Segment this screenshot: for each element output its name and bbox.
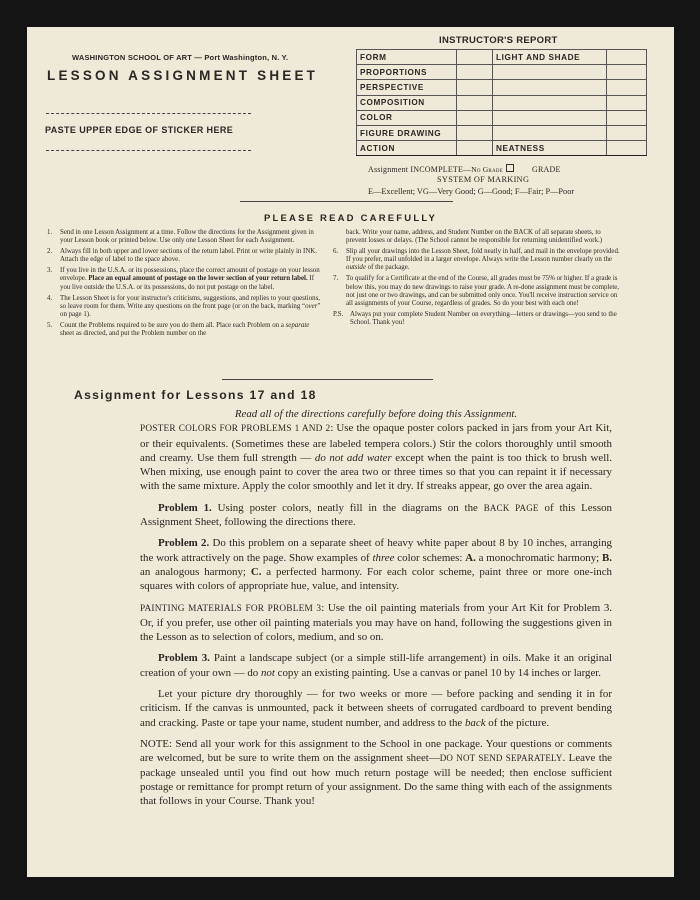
report-row-label: PERSPECTIVE: [357, 80, 457, 95]
instruction-item: 5. Count the Problems required to be sure you do them all. Place each Problem on a separate sheet as directed, and put the Problem number on the: [47, 321, 310, 338]
report-row: [357, 110, 647, 125]
grade-cell: [457, 110, 493, 125]
sheet-title: LESSON ASSIGNMENT SHEET: [47, 68, 319, 83]
intro-line: Read all of the directions carefully before doing this Assignment.: [234, 408, 518, 420]
report-row-label: ACTION: [357, 141, 457, 156]
grade-cell: [607, 110, 647, 125]
report-row-label: COLOR: [357, 110, 457, 125]
report-row: [357, 141, 647, 156]
instructors-report-title: INSTRUCTOR'S REPORT: [439, 35, 558, 46]
instruction-item: 3. If you live in the U.S.A. or its possessions, place the correct amount of postage on your lesson envelope. Place an equal amount of postage on the lower section of your return label. If you live outside the U.S.A. or its possessions, do not put postage on the label.: [47, 267, 320, 291]
instruction-item-continued: back. Write your name, address, and Student Number on the BACK of all separate sheets, to prevent losses or delays. (The School cannot be responsible for returning unidentified work.): [346, 229, 603, 245]
sticker-bottom-dashed-line: [46, 150, 251, 151]
school-name: WASHINGTON SCHOOL OF ART — Port Washington, N. Y.: [72, 53, 289, 62]
grade-cell: [457, 50, 493, 65]
report-row: [357, 95, 647, 110]
assignment-title: Assignment for Lessons 17 and 18: [74, 388, 317, 402]
report-row: [357, 65, 647, 80]
report-row-label: PROPORTIONS: [357, 65, 457, 80]
report-row-label: FORM: [357, 50, 457, 65]
grade-cell: [607, 141, 647, 156]
lesson-sheet: [27, 27, 674, 877]
problem-2-paragraph: Problem 2. Do this problem on a separate sheet of heavy white paper about 8 by 10 inches, arranging the work attractively on the page. Show examples of three color schemes: A. a monochromatic harmony; B. an analogous harmony; C. a perfected harmony. For each color scheme, paint three or more one-inch squares with colors of appropriate hue, value, and intensity.: [140, 537, 613, 593]
comment-cell: [493, 110, 607, 125]
sticker-top-dashed-line: [46, 113, 251, 114]
marking-system-key: E—Excellent; VG—Very Good; G—Good; F—Fair; P—Poor: [368, 187, 575, 196]
instruction-item: 2. Always fill in both upper and lower sections of the return label. Print or write plainly in INK. Attach the edge of label to the space above.: [47, 248, 318, 264]
no-grade-checkbox: [506, 164, 514, 172]
instruction-item: 1. Send in one Lesson Assignment at a time. Follow the directions for the Assignment given in your Lesson book or printed below. Use only one Lesson Sheet for each Assignment.: [47, 229, 314, 245]
please-read-heading: PLEASE READ CAREFULLY: [263, 213, 438, 224]
report-row-label: NEATNESS: [493, 141, 607, 156]
grade-cell: [607, 95, 647, 110]
problem-1-paragraph: Problem 1. Using poster colors, neatly fill in the diagrams on the BACK PAGE of this Lesson Assignment Sheet, following the directions there.: [140, 501, 612, 529]
grade-cell: [607, 65, 647, 80]
grade-cell: [457, 125, 493, 140]
marking-system-title: SYSTEM OF MARKING: [437, 175, 530, 184]
report-row-label: COMPOSITION: [357, 95, 457, 110]
instruction-item: 6. Slip all your drawings into the Lesson Sheet, fold neatly in half, and mail in the envelope provided. If you prefer, mail unfolded in a larger envelope. Always write the Lesson number clearly on the outside of the package.: [333, 248, 620, 272]
grade-cell: [457, 80, 493, 95]
instruction-item: 4. The Lesson Sheet is for your instructor's criticisms, suggestions, and replies to your questions, so leave room for them. Write any questions on the front page (or on the back, marking “over” on page 1).: [47, 294, 321, 318]
instructions-right-column: [333, 229, 623, 330]
poster-colors-paragraph: POSTER COLORS FOR PROBLEMS 1 AND 2: Use the opaque poster colors packed in jars from your Art Kit, or their equivalents. (Sometimes these are labeled tempera colors.) Stir the colors thoroughly until smooth and creamy. Use them full strength — do not add water except when the paint is too thick to brush well. When mixing, use enough paint to cover the area two or three times so that you can repaint it if necessary with the same mixture. Apply the color smoothly and let it dry. If streaks appear, go over the area again.: [140, 422, 613, 493]
grade-cell: [607, 50, 647, 65]
drying-paragraph: Let your picture dry thoroughly — for two weeks or more — before packing and sending it in for criticism. If the canvas is unmounted, pack it between sheets of corrugated cardboard to prevent bending and cracking. Paste or tape your name, student number, and address to the back of the picture.: [140, 688, 612, 729]
report-row: [357, 50, 647, 65]
assignment-incomplete-line: [368, 164, 561, 174]
note-paragraph: NOTE: Send all your work for this assignment to the School in one package. Your questions or comments are welcomed, but be sure to write them on the assignment sheet—DO NOT SEND SEPARATELY. Leave the package unsealed until you find out how much return postage will be needed; then enclose sufficient postage or remittance for prompt return of your assignment. Do the same thing with each of the assignments that follows in your Course. Thank you!: [140, 737, 612, 808]
no-grade-label: No Grade: [471, 165, 503, 174]
assignment-body: [140, 407, 612, 815]
instructions-left-column: [47, 229, 325, 341]
instructors-report-table: [356, 49, 647, 156]
grade-cell: [607, 80, 647, 95]
problem-3-paragraph: Problem 3. Paint a landscape subject (or a simple still-life arrangement) in oils. Make it an original creation of your own — do not copy an existing painting. Use a canvas or panel 10 by 14 inches or larger.: [140, 652, 612, 679]
grade-cell: [457, 65, 493, 80]
report-row-label: FIGURE DRAWING: [357, 125, 457, 140]
painting-materials-paragraph: PAINTING MATERIALS FOR PROBLEM 3: Use the oil painting materials from your Art Kit for Problem 3. Or, if you prefer, use other oil painting materials you may have on hand, following the suggestions given in the Lesson as to selection of colors, medium, and so on.: [140, 601, 612, 644]
report-row: [357, 125, 647, 140]
incomplete-label: Assignment INCOMPLETE—: [368, 165, 472, 174]
report-row-label: LIGHT AND SHADE: [493, 50, 607, 65]
grade-cell: [457, 141, 493, 156]
comment-cell: [493, 95, 607, 110]
divider: [222, 379, 433, 380]
grade-label: GRADE: [532, 165, 561, 174]
divider: [240, 201, 453, 202]
grade-cell: [457, 95, 493, 110]
grade-cell: [607, 125, 647, 140]
instruction-item-ps: P.S. Always put your complete Student Number on everything—letters or drawings—you send to the School. Thank you!: [333, 310, 617, 326]
comment-cell: [493, 80, 607, 95]
comment-cell: [493, 65, 607, 80]
comment-cell: [493, 125, 607, 140]
paste-sticker-label: PASTE UPPER EDGE OF STICKER HERE: [45, 125, 234, 135]
instruction-item: 7. To qualify for a Certificate at the end of the Course, all grades must be 75% or higher. If a grade is below this, you may do new drawings to raise your grade. A re-done assignment must be complete, not just one or two drawings, and can be submitted only once. You'll receive instruction service on all assignments of your Course, regardless of grades. So do your best with each one!: [333, 275, 620, 307]
report-row: [357, 80, 647, 95]
